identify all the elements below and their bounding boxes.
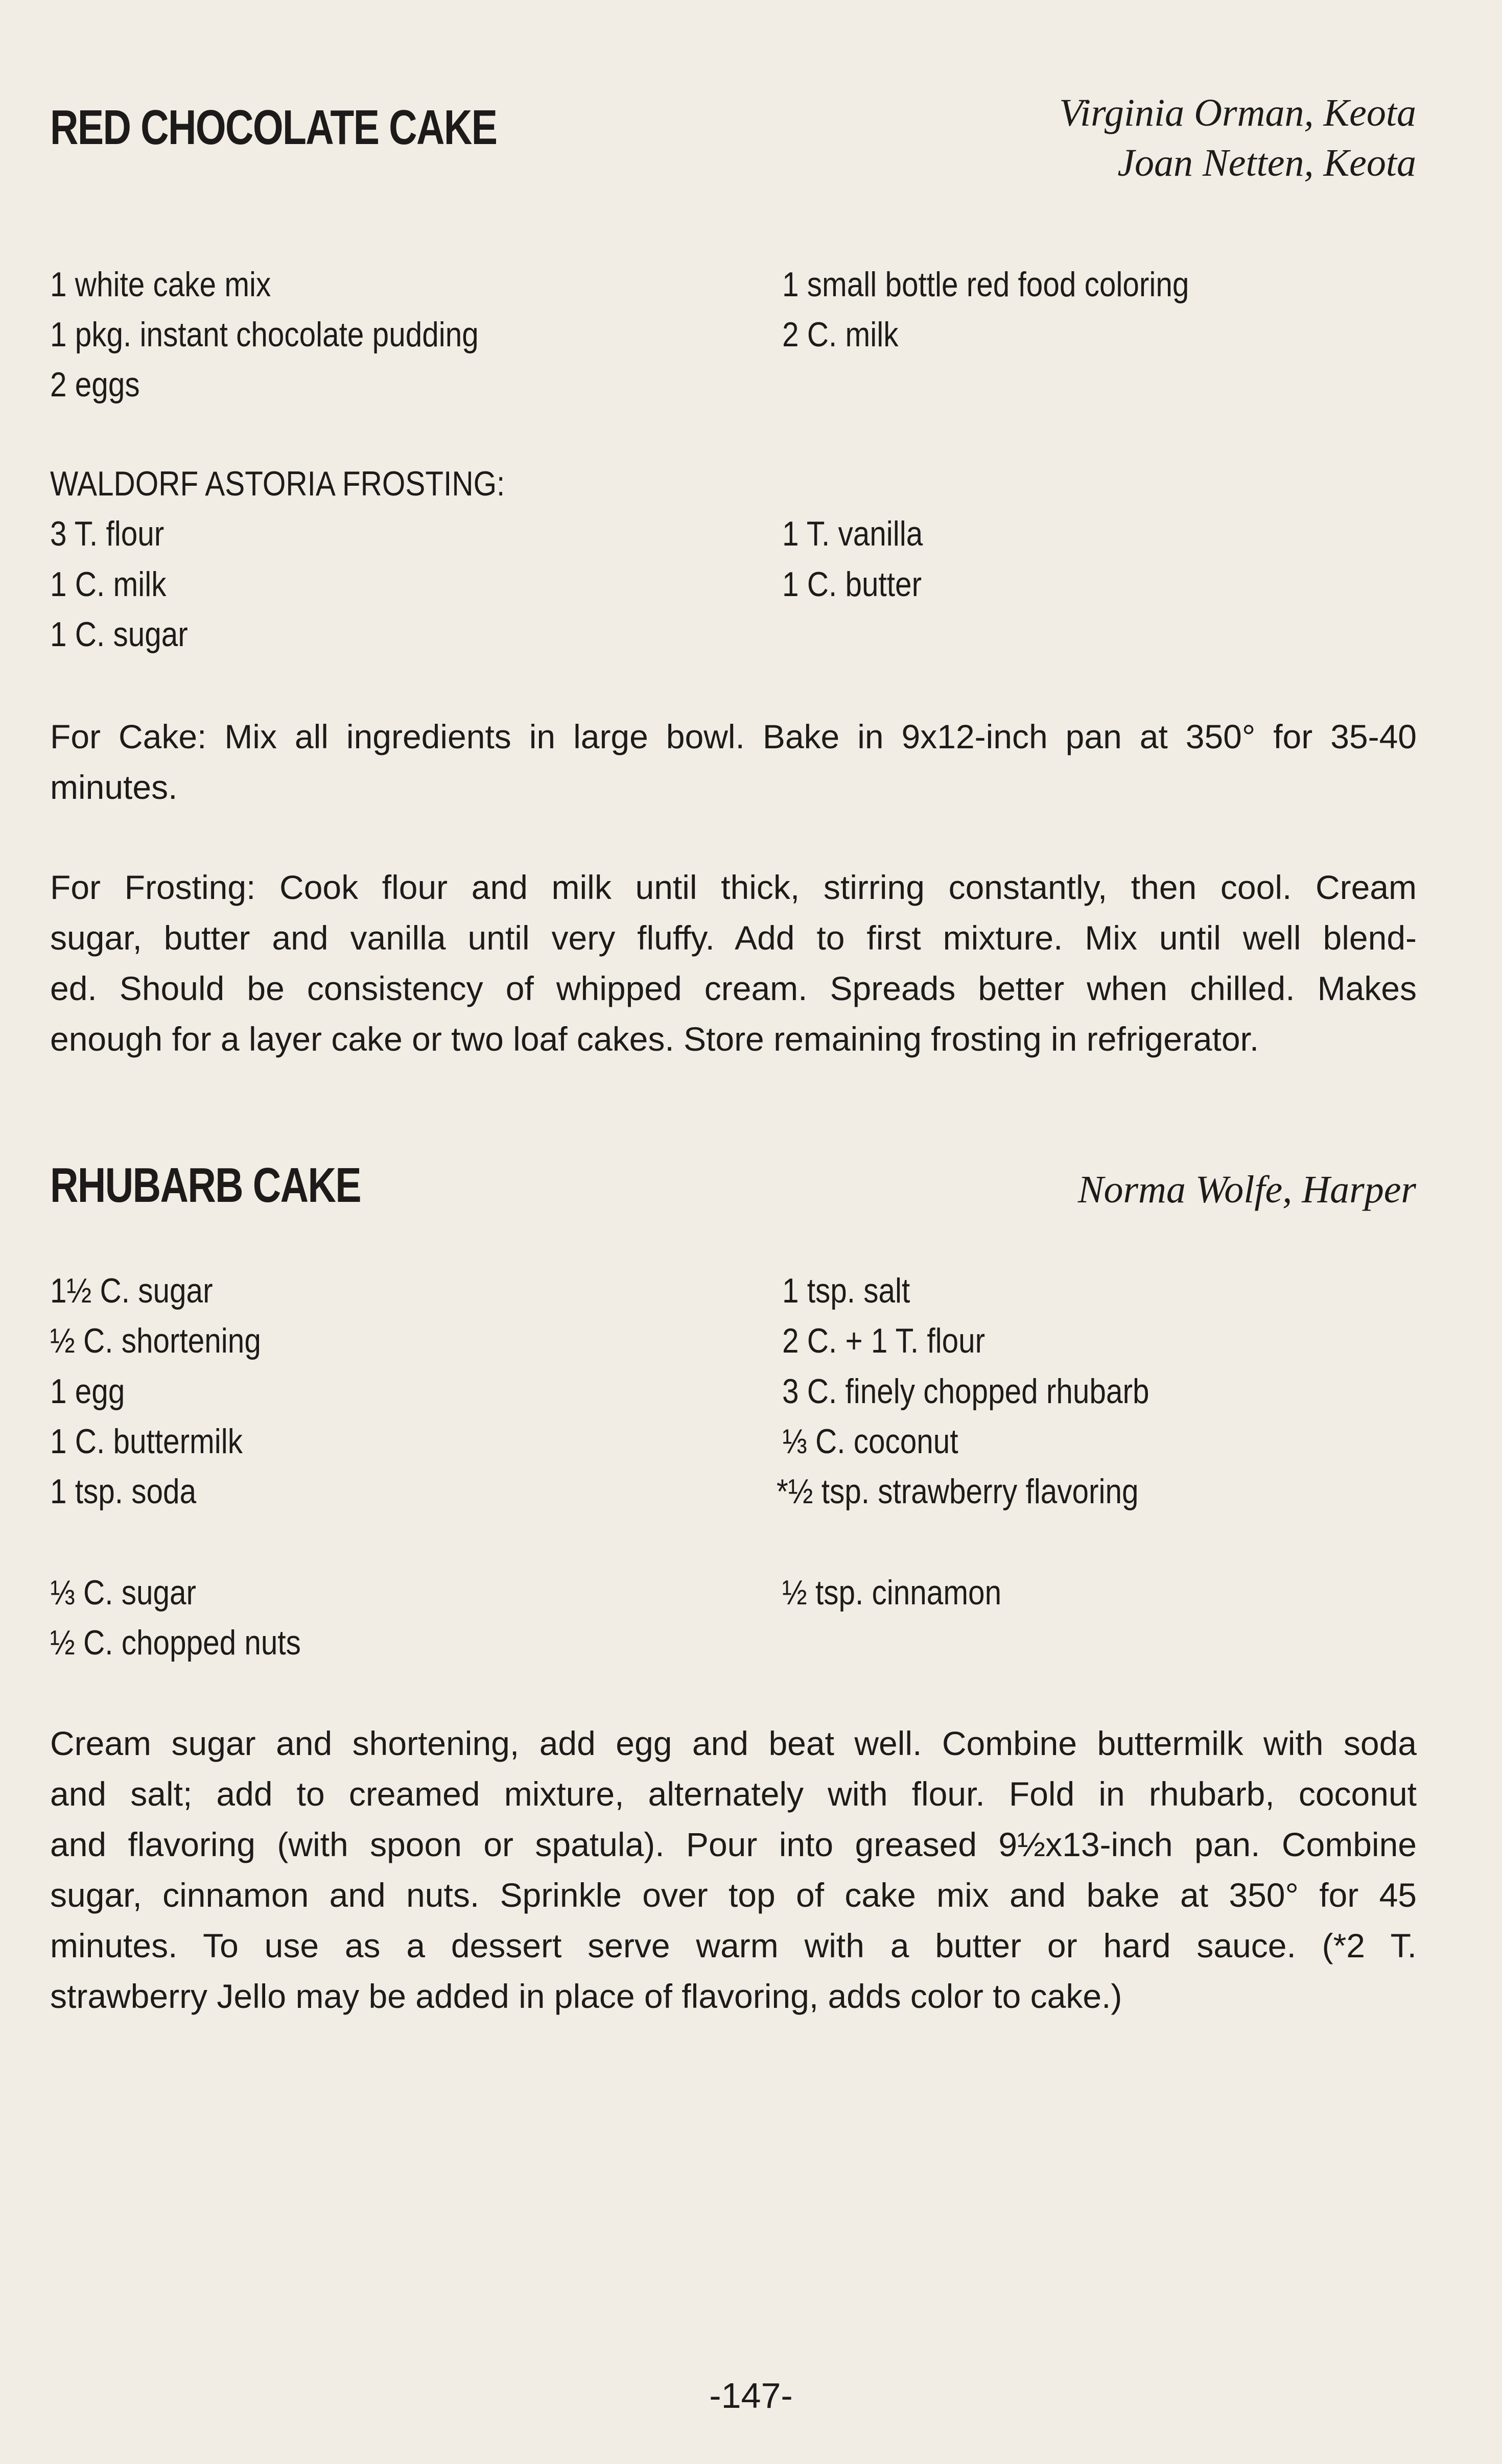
- ingredient: 1 C. butter: [782, 565, 922, 604]
- ingredient: 1 tsp. soda: [50, 1472, 197, 1511]
- ingredient: 1½ C. sugar: [50, 1271, 213, 1310]
- frosting-heading: WALDORF ASTORIA FROSTING:: [50, 464, 505, 503]
- ingredient: ⅓ C. sugar: [50, 1573, 197, 1612]
- ingredient: *½ tsp. strawberry flavoring: [777, 1472, 1139, 1511]
- cake-instructions: [50, 712, 1417, 813]
- ingredient: ½ C. shortening: [50, 1321, 261, 1360]
- ingredient: ½ C. chopped nuts: [50, 1623, 301, 1662]
- ingredient: 1 small bottle red food coloring: [782, 265, 1189, 304]
- ingredient: 1 C. sugar: [50, 615, 188, 654]
- ingredient: 1 C. milk: [50, 565, 167, 604]
- recipe-title-red-chocolate-cake: RED CHOCOLATE CAKE: [50, 100, 497, 155]
- instruction-line: strawberry Jello may be added in place of flavoring, adds color to cake.): [50, 1977, 1122, 2015]
- instruction-line: enough for a layer cake or two loaf cakes. Store remaining frosting in refrigerator.: [50, 1020, 1259, 1058]
- ingredient: 2 C. + 1 T. flour: [782, 1321, 985, 1360]
- instruction-line: and salt; add to creamed mixture, alternately with flour. Fold in rhubarb, coconut: [50, 1775, 1417, 1813]
- ingredient: 1 T. vanilla: [782, 514, 923, 553]
- ingredient: 1 pkg. instant chocolate pudding: [50, 315, 479, 354]
- instruction-line: ed. Should be consistency of whipped cream. Spreads better when chilled. Makes: [50, 969, 1417, 1007]
- ingredient: 1 tsp. salt: [782, 1271, 910, 1310]
- instruction-line: For Cake: Mix all ingredients in large bowl. Bake in 9x12-inch pan at 350° for 35-40: [50, 718, 1417, 755]
- instruction-line: sugar, cinnamon and nuts. Sprinkle over top of cake mix and bake at 350° for 45: [50, 1876, 1417, 1914]
- instruction-line: minutes. To use as a dessert serve warm with a butter or hard sauce. (*2 T.: [50, 1927, 1417, 1964]
- instruction-line: sugar, butter and vanilla until very fluffy. Add to first mixture. Mix until well blend-: [50, 919, 1417, 957]
- instruction-line: Cream sugar and shortening, add egg and beat well. Combine buttermilk with soda: [50, 1724, 1417, 1762]
- ingredient: ½ tsp. cinnamon: [782, 1573, 1002, 1612]
- instruction-line: and flavoring (with spoon or spatula). Pour into greased 9½x13-inch pan. Combine: [50, 1826, 1417, 1863]
- ingredient: 1 C. buttermilk: [50, 1422, 243, 1461]
- ingredient: 2 C. milk: [782, 315, 899, 354]
- instruction-line: minutes.: [50, 768, 178, 806]
- page-number: -147-: [709, 2376, 793, 2415]
- ingredient: 1 white cake mix: [50, 265, 271, 304]
- ingredient: 2 eggs: [50, 365, 140, 404]
- recipe-author: Norma Wolfe, Harper: [1077, 1168, 1416, 1211]
- ingredient: ⅓ C. coconut: [782, 1422, 958, 1461]
- recipe-title-rhubarb-cake: RHUBARB CAKE: [50, 1158, 361, 1213]
- instruction-line: For Frosting: Cook flour and milk until thick, stirring constantly, then cool. Cream: [50, 868, 1417, 906]
- rhubarb-instructions: [50, 1718, 1417, 2022]
- ingredient: 1 egg: [50, 1372, 125, 1411]
- ingredient: 3 T. flour: [50, 514, 165, 553]
- ingredient: 3 C. finely chopped rhubarb: [782, 1372, 1149, 1411]
- recipe-author: Virginia Orman, Keota: [1059, 91, 1416, 134]
- recipe-author: Joan Netten, Keota: [1117, 141, 1416, 184]
- frosting-instructions: [50, 862, 1417, 1064]
